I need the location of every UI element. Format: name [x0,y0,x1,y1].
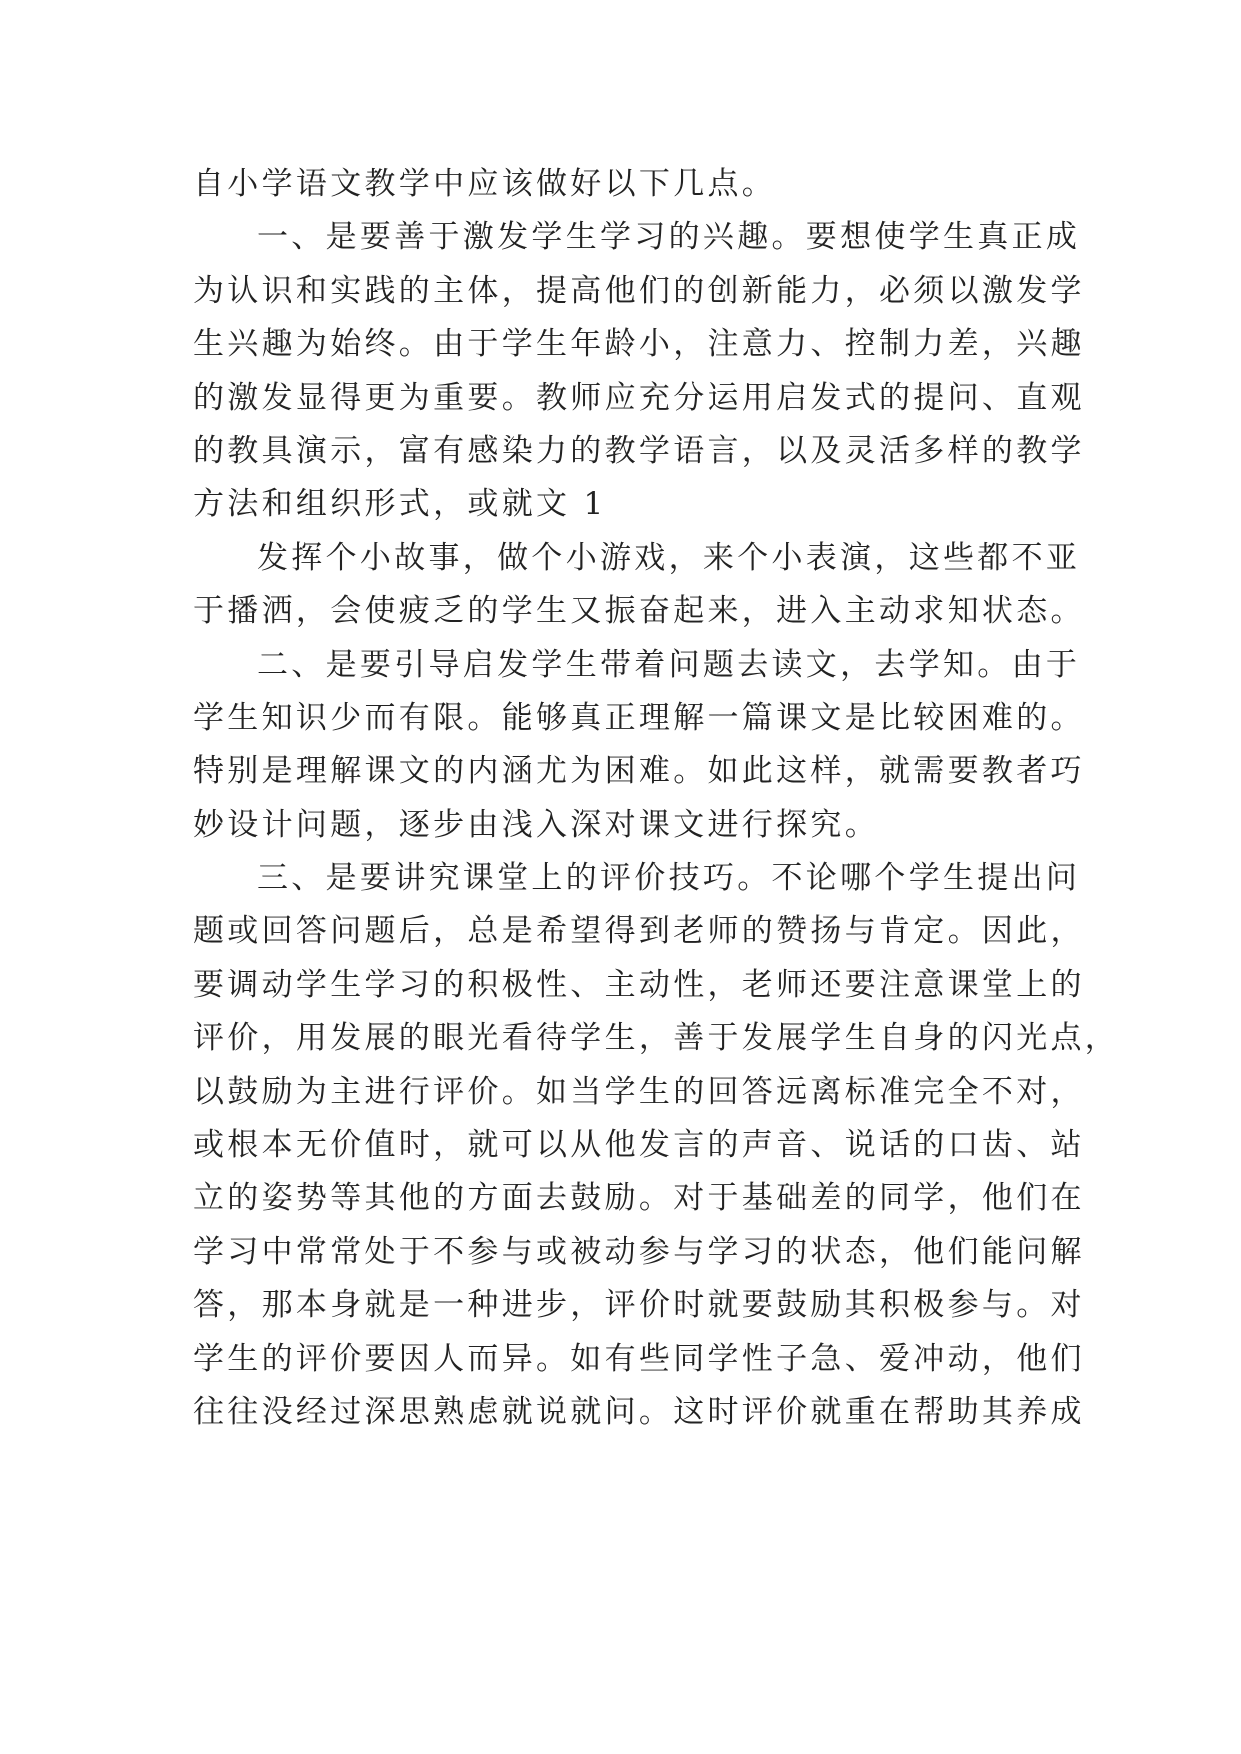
text-line: 的教具演示，富有感染力的教学语言，以及灵活多样的教学 [193,432,1085,469]
text-line: 一、是要善于激发学生学习的兴趣。要想使学生真正成 [257,219,1081,256]
text-line: 立的姿势等其他的方面去鼓励。对于基础差的同学，他们在 [193,1180,1085,1217]
text-line: 为认识和实践的主体，提高他们的创新能力，必须以激发学 [193,272,1085,309]
text-line: 特别是理解课文的内涵尤为困难。如此这样，就需要教者巧 [193,753,1085,790]
text-line: 要调动学生学习的积极性、主动性，老师还要注意课堂上的 [193,966,1085,1003]
text-line: 妙设计问题，逐步由浅入深对课文进行探究。 [193,806,879,843]
text-line: 答，那本身就是一种进步，评价时就要鼓励其积极参与。对 [193,1287,1085,1324]
text-line: 自小学语文教学中应该做好以下几点。 [193,166,777,202]
text-line: 往往没经过深思熟虑就说就问。这时评价就重在帮助其养成 [193,1393,1085,1430]
text-line: 学习中常常处于不参与或被动参与学习的状态，他们能问解 [193,1233,1085,1270]
text-line: 于播洒，会使疲乏的学生又振奋起来，进入主动求知状态。 [193,593,1085,630]
text-line: 或根本无价值时，就可以从他发言的声音、说话的口齿、站 [193,1127,1085,1164]
text-line: 方法和组织形式，或就文 1 [193,486,607,523]
text-line: 二、是要引导启发学生带着问题去读文，去学知。由于 [257,646,1081,683]
text-line: 题或回答问题后，总是希望得到老师的赞扬与肯定。因此， [193,913,1085,950]
body-text [193,158,1120,1439]
text-line: 评价，用发展的眼光看待学生，善于发展学生自身的闪光点， [193,1020,1120,1057]
text-line: 学生知识少而有限。能够真正理解一篇课文是比较困难的。 [193,699,1085,736]
text-line: 三、是要讲究课堂上的评价技巧。不论哪个学生提出问 [257,860,1081,897]
text-line: 生兴趣为始终。由于学生年龄小，注意力、控制力差，兴趣 [193,326,1085,363]
text-line: 的激发显得更为重要。教师应充分运用启发式的提问、直观 [193,379,1085,416]
text-line: 学生的评价要因人而异。如有些同学性子急、爱冲动，他们 [193,1340,1085,1377]
text-line: 以鼓励为主进行评价。如当学生的回答远离标准完全不对， [193,1073,1085,1110]
text-line: 发挥个小故事，做个小游戏，来个小表演，这些都不亚 [257,539,1081,576]
